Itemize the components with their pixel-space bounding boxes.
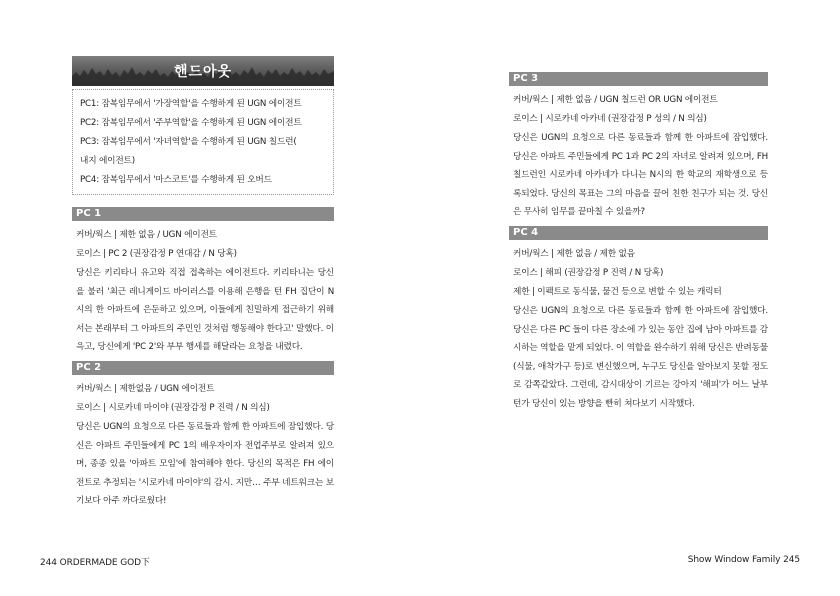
- footer-right-page-number: Show Window Family 245: [687, 555, 800, 565]
- pc3-section: [509, 86, 768, 226]
- handout-title: 핸드아웃: [173, 64, 233, 80]
- pc4-restriction: 제한 | 이펙트로 동식물, 물건 등으로 변할 수 있는 캐릭터: [513, 286, 722, 297]
- handout-box: [72, 89, 334, 195]
- right-column: [509, 72, 768, 418]
- pc2-section: [72, 375, 334, 515]
- left-column: [72, 56, 334, 515]
- pc1-lois: 로이스 | PC 2 (권장감정 P 연대감 / N 당혹): [76, 249, 237, 259]
- pc4-cover: 커버/웍스 | 제한 없음 / 제한 없음: [513, 248, 635, 259]
- pc1-section: [72, 221, 334, 361]
- pc3-header: PC 3: [509, 72, 768, 86]
- handout-line: PC4: 잠복임무에서 '마스코트'를 수행하게 된 오버드: [80, 175, 272, 185]
- handout-line: PC3: 잠복임무에서 '자녀역할'을 수행하게 된 UGN 칠드런(: [80, 137, 297, 147]
- handout-line: PC1: 잠복임무에서 '가장역할'을 수행하게 된 UGN 에이전트: [80, 99, 302, 109]
- footer-left-page-number: 244 ORDERMADE GOD下: [40, 558, 150, 568]
- handout-banner: [72, 56, 334, 86]
- pc1-body: 당신은 키리타니 유고와 직접 접촉하는 에이전트다. 키리타니는 당신을 불러 '최근 레니게이드 바이러스를 이용해 은행을 턴 FH 집단이 N시의 한 아파트에 은둔하고 있으며, 이들에게 친밀하게 접근하기 위해서는 본래부터 그 아파트의 주민인 것처럼 행동해야 한다고' 말했다. 이윽고, 당신에게 'PC 2'와 부부 행세를 해달라는 요청을 내렸다.: [76, 268, 334, 353]
- pc2-cover: 커버/웍스 | 제한없음 / UGN 에이전트: [76, 383, 215, 394]
- pc2-header: PC 2: [72, 361, 334, 375]
- pc1-cover: 커버/웍스 | 제한 없음 / UGN 에이전트: [76, 230, 217, 240]
- pc4-section: [509, 240, 768, 418]
- pc4-lois: 로이스 | 해피 (권장감정 P 진력 / N 당혹): [513, 267, 664, 278]
- pc4-header: PC 4: [509, 226, 768, 240]
- pc1-header: PC 1: [72, 207, 334, 221]
- handout-line: PC2: 잠복임무에서 '주부역할'을 수행하게 된 UGN 에이전트: [80, 118, 302, 128]
- pc2-lois: 로이스 | 시로카네 마이야 (권장감정 P 진력 / N 의심): [76, 402, 270, 413]
- pc3-lois: 로이스 | 시로카네 아카네 (권장감정 P 성의 / N 의심): [513, 114, 707, 124]
- pc3-cover: 커버/웍스 | 제한 없음 / UGN 칠드런 OR UGN 에이전트: [513, 95, 718, 105]
- pc4-body: 당신은 UGN의 요청으로 다른 동료들과 함께 한 아파트에 잠입했다. 당신은 다른 PC 들이 다른 장소에 가 있는 동안 집에 남아 아파트를 감시하는 역할을 맡게 되었다. 이 역할을 완수하기 위해 당신은 반려동물(식물, 애착가구 등)로 변신했으며, 누구도 당신을 알아보지 못할 정도로 감쪽같았다. 그런데, 감시대상이 기르는 강아지 '해피'가 어느 날부턴가 당신이 있는 방향을 빤히 쳐다보기 시작했다.: [513, 305, 768, 409]
- pc3-body: 당신은 UGN의 요청으로 다른 동료들과 함께 한 아파트에 잠입했다. 당신은 아파트 주민들에게 PC 1과 PC 2의 자녀로 알려져 있으며, FH 칠드런인 시로카네 아카네가 다니는 N시의 한 학교의 재학생으로 등록되었다. 당신의 목표는 그의 마음을 끌어 친한 친구가 되는 것. 당신은 무사히 임무를 끝마칠 수 있을까?: [513, 133, 768, 218]
- pc2-body: 당신은 UGN의 요청으로 다른 동료들과 함께 한 아파트에 잠입했다. 당신은 아파트 주민들에게 PC 1의 배우자이자 전업주부로 알려져 있으며, 종종 있을 '아파트 모임'에 참여해야 한다. 당신의 목적은 FH 에이전트로 추정되는 '시로카네 마이야'의 감시. 지만… 주부 네트워크는 보기보다 아주 까다로웠다!: [76, 421, 334, 507]
- handout-line: 내지 에이전트): [80, 156, 135, 166]
